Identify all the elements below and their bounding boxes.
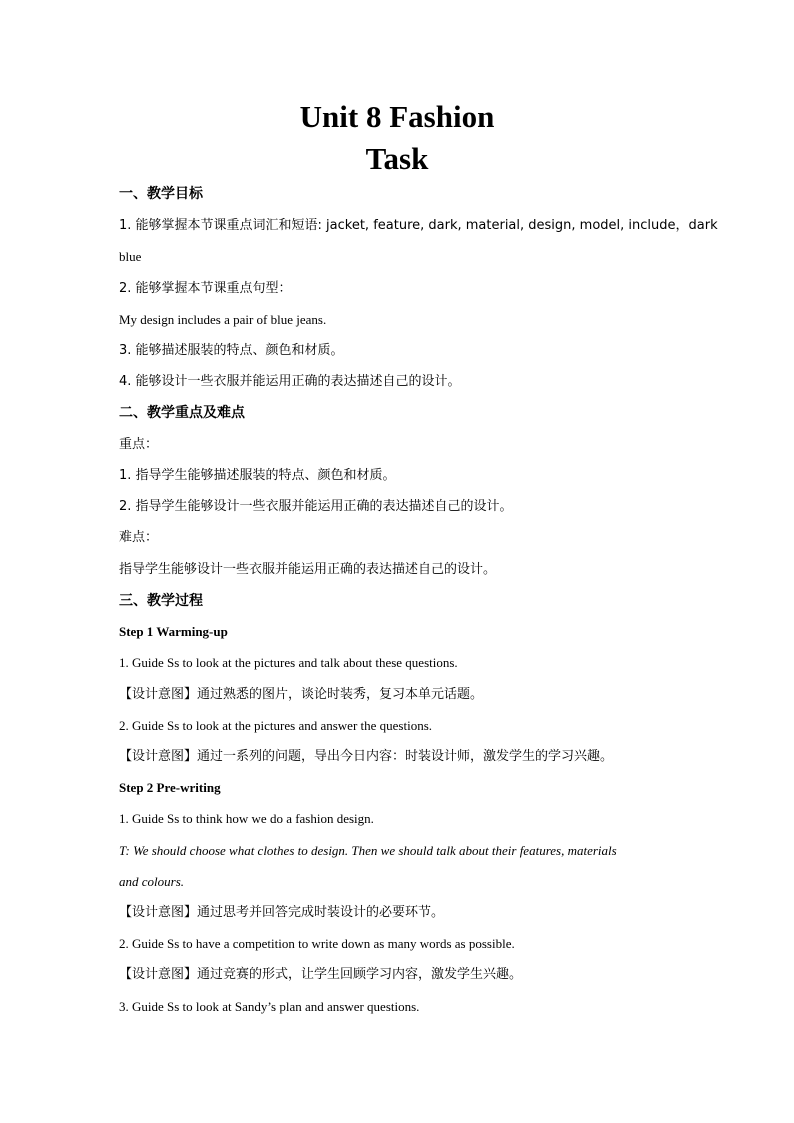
step-2-teacher-line-1: T: We should choose what clothes to design. Then we should talk about their features, materials <box>119 843 617 858</box>
step-2-item-3: 3. Guide Ss to look at Sandy’s plan and answer questions. <box>119 999 420 1014</box>
key-points-label: 重点： <box>119 437 159 452</box>
step-1-item-1: 1. Guide Ss to look at the pictures and talk about these questions. <box>119 655 458 670</box>
objective-item-2: 2. 能够掌握本节课重点句型： <box>119 281 292 296</box>
step-2-title: Step 2 Pre-writing <box>119 780 221 795</box>
key-point-1: 1. 指导学生能够描述服装的特点、颜色和材质。 <box>119 468 396 483</box>
step-1-title: Step 1 Warming-up <box>119 624 228 639</box>
objective-item-2-example: My design includes a pair of blue jeans. <box>119 312 327 327</box>
step-2-design-intent-1: 【设计意图】通过思考并回答完成时装设计的必要环节。 <box>119 905 445 920</box>
objective-item-1: 1. 能够掌握本节课重点词汇和短语: jacket, feature, dark, material, design, model, include，dark <box>119 218 718 233</box>
step-2-item-2: 2. Guide Ss to have a competition to write down as many words as possible. <box>119 936 515 951</box>
key-point-2: 2. 指导学生能够设计一些衣服并能运用正确的表达描述自己的设计。 <box>119 499 513 514</box>
step-1-design-intent-2: 【设计意图】通过一系列的问题，导出今日内容：时装设计师，激发学生的学习兴趣。 <box>119 749 614 764</box>
step-1-design-intent-1: 【设计意图】通过熟悉的图片，谈论时装秀，复习本单元话题。 <box>119 687 484 702</box>
document-subtitle: Task <box>365 141 429 176</box>
document-title: Unit 8 Fashion <box>299 99 495 134</box>
objective-item-4: 4. 能够设计一些衣服并能运用正确的表达描述自己的设计。 <box>119 374 461 389</box>
objective-item-1-continued: blue <box>119 249 142 264</box>
section-heading-key-points: 二、教学重点及难点 <box>119 405 245 421</box>
section-heading-objectives: 一、教学目标 <box>119 186 203 202</box>
objective-item-3: 3. 能够描述服装的特点、颜色和材质。 <box>119 343 344 358</box>
step-2-item-1: 1. Guide Ss to think how we do a fashion design. <box>119 811 374 826</box>
difficult-point-1: 指导学生能够设计一些衣服并能运用正确的表达描述自己的设计。 <box>119 562 497 577</box>
step-2-design-intent-2: 【设计意图】通过竞赛的形式，让学生回顾学习内容，激发学生兴趣。 <box>119 967 523 982</box>
step-2-teacher-line-2: and colours. <box>119 874 184 889</box>
difficult-points-label: 难点： <box>119 530 159 545</box>
step-1-item-2: 2. Guide Ss to look at the pictures and answer the questions. <box>119 718 433 733</box>
section-heading-process: 三、教学过程 <box>119 593 203 609</box>
